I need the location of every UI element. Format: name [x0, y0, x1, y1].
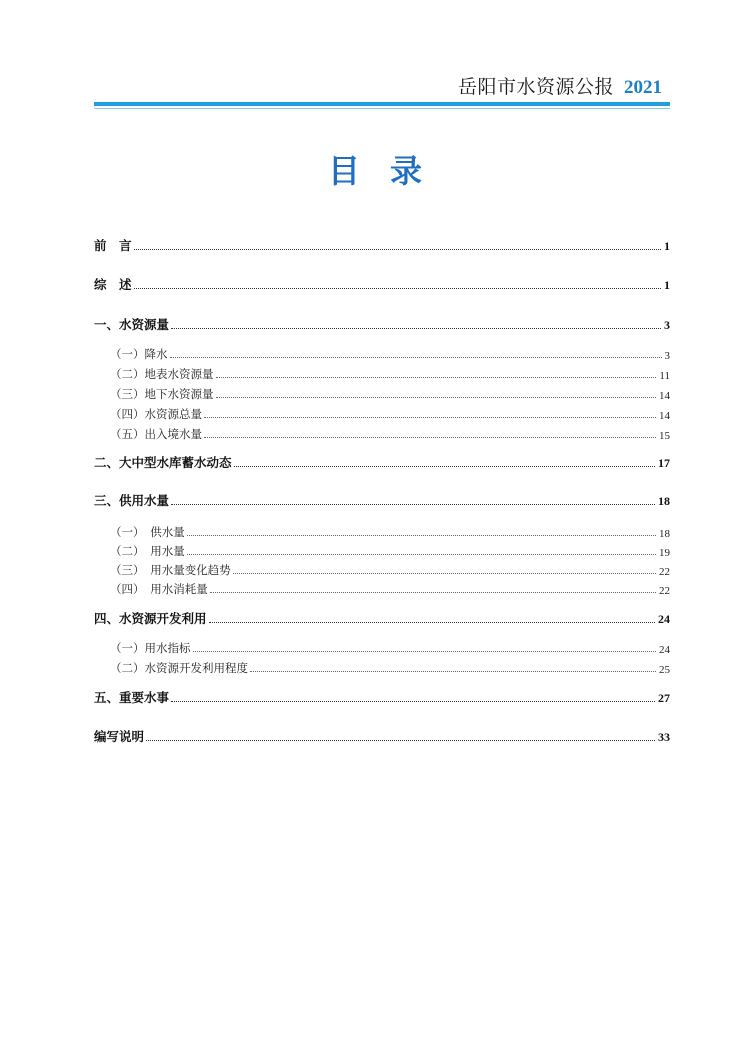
dot-leader [250, 670, 656, 672]
toc-entry-label: （二）地表水资源量 [110, 367, 214, 381]
toc-entry-page: 15 [659, 430, 670, 442]
toc-entry-label: 综 述 [94, 277, 132, 292]
dot-leader [209, 621, 655, 623]
toc-subentry[interactable] [110, 402, 670, 422]
toc-entry-preface[interactable] [94, 234, 670, 254]
toc-subentry[interactable] [110, 656, 670, 676]
toc-entry-label: 五、重要水事 [94, 690, 170, 705]
toc-subentry[interactable] [110, 362, 670, 382]
toc-entry-page: 22 [659, 566, 670, 578]
toc-entry-development-utilization[interactable] [94, 607, 670, 627]
dot-leader [171, 327, 661, 329]
toc-entry-page: 3 [664, 350, 670, 362]
toc-heading: 目录 [327, 152, 452, 190]
toc-entry-label: 一、水资源量 [94, 317, 170, 332]
toc-entry-label: （二） 用水量 [110, 544, 185, 558]
header-divider [94, 102, 670, 106]
toc-entry-page: 27 [658, 691, 670, 705]
toc-entry-page: 24 [658, 612, 670, 626]
toc-entry-page: 11 [659, 370, 670, 382]
header-year: 2021 [624, 77, 662, 98]
toc-entry-label: （五）出入境水量 [110, 427, 202, 441]
toc-entry-page: 1 [664, 239, 670, 253]
toc-entry-compilation-notes[interactable] [94, 725, 670, 745]
dot-leader [216, 396, 657, 398]
toc-subentry[interactable] [110, 342, 670, 362]
dot-leader [204, 436, 656, 438]
toc-entry-label: 编写说明 [94, 729, 145, 744]
toc-entry-page: 19 [659, 547, 670, 559]
toc-subentry[interactable] [110, 422, 670, 442]
toc-entry-page: 1 [664, 278, 670, 292]
dot-leader [134, 248, 661, 250]
header-title: 岳阳市水资源公报 [457, 76, 614, 98]
toc-entry-label: （四）水资源总量 [110, 407, 202, 421]
toc-entry-page: 24 [659, 644, 670, 656]
dot-leader [234, 465, 655, 467]
toc-entry-water-resources[interactable] [94, 313, 670, 333]
dot-leader [134, 287, 661, 289]
toc-subentry[interactable] [110, 577, 670, 597]
dot-leader [171, 503, 655, 505]
toc-entry-label: （一）用水指标 [110, 641, 191, 655]
page-header [458, 72, 662, 99]
dot-leader [204, 416, 656, 418]
header-divider-thin [94, 108, 670, 109]
toc-entry-page: 18 [658, 494, 670, 508]
toc-entry-label: （四） 用水消耗量 [110, 582, 208, 596]
toc-subentry[interactable] [110, 558, 670, 578]
toc-entry-overview[interactable] [94, 273, 670, 293]
toc-subentry[interactable] [110, 539, 670, 559]
dot-leader [210, 591, 656, 593]
toc-entry-label: 前 言 [94, 238, 132, 253]
dot-leader [187, 534, 656, 536]
toc-entry-label: （二）水资源开发利用程度 [110, 661, 248, 675]
toc-entry-label: （一）降水 [110, 347, 168, 361]
dot-leader [146, 739, 655, 741]
toc-entry-page: 14 [659, 410, 670, 422]
dot-leader [233, 572, 656, 574]
toc-entry-label: 四、水资源开发利用 [94, 611, 207, 626]
toc-entry-page: 3 [664, 318, 670, 332]
toc-entry-reservoir-storage[interactable] [94, 451, 670, 471]
dot-leader [216, 376, 657, 378]
dot-leader [170, 356, 662, 358]
toc-entry-page: 18 [659, 528, 670, 540]
toc-subentry[interactable] [110, 382, 670, 402]
toc-entry-label: 三、供用水量 [94, 493, 170, 508]
toc-entry-label: 二、大中型水库蓄水动态 [94, 455, 232, 470]
toc-entry-page: 14 [659, 390, 670, 402]
toc-subentry[interactable] [110, 520, 670, 540]
toc-entry-label: （一） 供水量 [110, 525, 185, 539]
toc-subentry[interactable] [110, 636, 670, 656]
toc-entry-page: 25 [659, 664, 670, 676]
toc-entry-water-supply-use[interactable] [94, 489, 670, 509]
toc-entry-page: 33 [658, 730, 670, 744]
dot-leader [193, 650, 657, 652]
toc-entry-label: （三）地下水资源量 [110, 387, 214, 401]
toc-entry-label: （三） 用水量变化趋势 [110, 563, 231, 577]
toc-entry-page: 22 [659, 585, 670, 597]
toc-entry-page: 17 [658, 456, 670, 470]
dot-leader [187, 553, 656, 555]
toc-entry-major-water-events[interactable] [94, 686, 670, 706]
dot-leader [171, 700, 655, 702]
